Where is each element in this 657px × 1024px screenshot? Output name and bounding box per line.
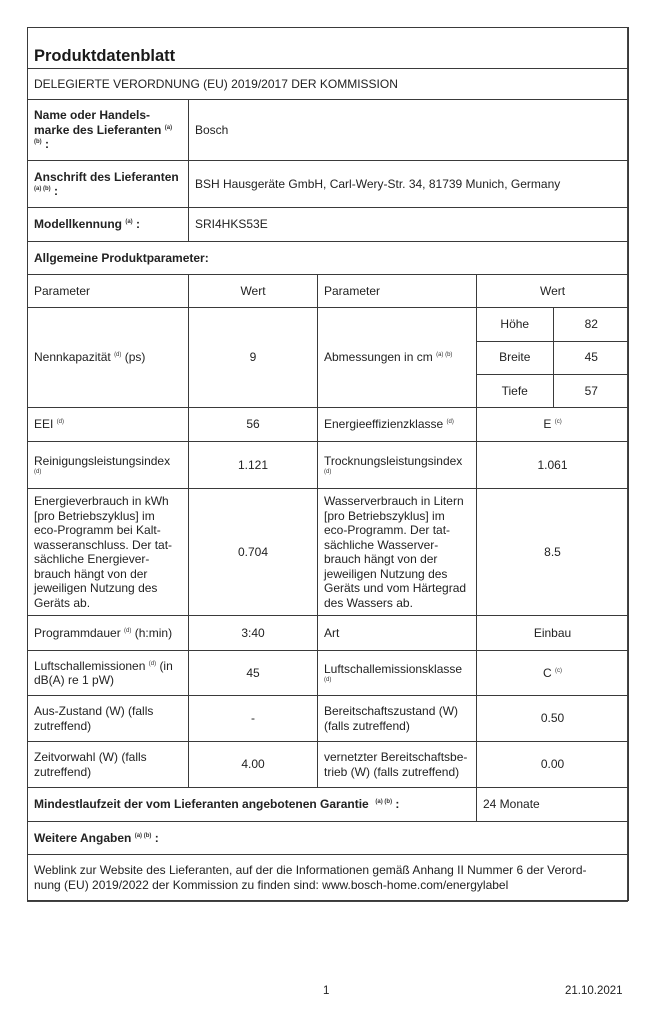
warranty-row [28, 788, 629, 822]
footnote-c: (c) [554, 419, 562, 426]
footnote-c: (c) [555, 667, 563, 674]
colon: : [45, 137, 50, 152]
value-off-mode: - [189, 696, 318, 742]
footnote-d: (d) [114, 352, 122, 359]
text-line: [pro Betriebszyklus] im [324, 508, 445, 523]
footnote-a: (a) [164, 124, 173, 131]
param-program-duration [28, 616, 189, 651]
warranty-label-text: Mindestlaufzeit der vom Lieferanten angebotenen Garantie [34, 797, 369, 812]
colon: : [154, 830, 159, 845]
footnote-d: (d) [124, 627, 132, 634]
product-data-sheet [27, 27, 628, 902]
param-unit: (in [159, 658, 173, 673]
param-standby-mode [318, 696, 477, 742]
table-header-row [28, 275, 629, 308]
value-water-consumption: 8.5 [477, 489, 629, 616]
param-label: Reinigungsleistungsindex [34, 453, 171, 468]
value-cleaning-index: 1.121 [189, 442, 318, 489]
value-eei: 56 [189, 408, 318, 442]
table-row [28, 651, 629, 696]
footnote-ab: (a) (b) [134, 832, 152, 839]
model-id-value: SRI4HKS53E [189, 208, 629, 242]
warranty-value: 24 Monate [477, 788, 629, 822]
param-label: Energieeffizienzklasse [324, 417, 444, 432]
footnote-b: (b) [34, 139, 42, 146]
data-sheet-table [27, 27, 629, 901]
additional-info-text [28, 855, 629, 901]
dimension-label: Höhe [477, 308, 553, 341]
text-line: (falls zutreffend) [324, 718, 410, 733]
param-eei [28, 408, 189, 442]
value-noise-class [477, 651, 629, 696]
dimensions-cell [477, 308, 629, 408]
dimensions-table [477, 308, 629, 407]
text-line: eco-Programm bei Kalt- [34, 523, 161, 537]
energy-class-letter: E [543, 417, 552, 432]
param-label: Luftschallemissionen [34, 658, 146, 673]
param-drying-index [318, 442, 477, 489]
noise-class-letter: C [543, 665, 552, 680]
text-line: vernetzter Bereitschaftsbe- [324, 750, 468, 764]
value-noise-emissions: 45 [189, 651, 318, 696]
param-energy-class [318, 408, 477, 442]
footnote-d: (d) [446, 419, 454, 426]
colon: : [136, 217, 141, 232]
table-row [28, 408, 629, 442]
text-line: brauch hängt von der [324, 552, 438, 566]
regulation-cell [28, 69, 629, 100]
table-row [28, 742, 629, 788]
param-dimensions [318, 308, 477, 408]
param-label: Abmessungen in cm [324, 350, 433, 365]
value-program-duration: 3:40 [189, 616, 318, 651]
text-line: trieb (W) (falls zutreffend) [324, 764, 460, 779]
header-value-1: Wert [189, 275, 318, 308]
param-label: Programmdauer [34, 625, 121, 640]
colon: : [395, 797, 400, 812]
table-row [28, 616, 629, 651]
text-line: Wasserverbrauch in Litern [324, 494, 464, 508]
header-parameter-2: Parameter [318, 275, 477, 308]
param-energy-consumption [28, 489, 189, 616]
document-date: 21.10.2021 [565, 985, 623, 997]
text-line: Weblink zur Website des Lieferanten, auf der die Informationen gemäß Anhang II Nummer 6 der Verord- [34, 863, 587, 877]
dimension-value: 82 [553, 308, 629, 341]
value-energy-consumption: 0.704 [189, 489, 318, 616]
param-water-consumption [318, 489, 477, 616]
param-unit: (h:min) [134, 625, 173, 640]
dimension-label: Tiefe [477, 374, 553, 407]
table-row [28, 696, 629, 742]
table-row [28, 308, 629, 408]
text-line: zutreffend) [34, 718, 92, 733]
warranty-label [28, 788, 477, 822]
text-line: des Wassers ab. [324, 595, 413, 610]
value-rated-capacity: 9 [189, 308, 318, 408]
footnote-d: (d) [324, 677, 332, 684]
supplier-name-label-line2: marke des Lieferanten [34, 122, 162, 137]
footnote-d: (d) [56, 419, 65, 426]
footnote-ab: (a) (b) [375, 799, 393, 806]
supplier-address-label [28, 161, 189, 208]
additional-info-label [28, 822, 629, 855]
text-line: eco-Programm. Der tat- [324, 523, 451, 537]
footnote-d: (d) [148, 660, 157, 667]
text-line: [pro Betriebszyklus] im [34, 508, 155, 523]
weblink-text: nung (EU) 2019/2022 der Kommission zu finden sind: www.bosch-home.com/energylabel [34, 877, 509, 892]
param-label: Luftschallemissionsklasse [324, 661, 463, 676]
text-line: Aus-Zustand (W) (falls [34, 704, 154, 718]
text-line: zutreffend) [34, 764, 92, 779]
text-line: Zeitvorwahl (W) (falls [34, 750, 147, 764]
title-cell [28, 28, 629, 69]
text-line: Geräts und vom Härtegrad [324, 581, 467, 595]
text-line: Geräts ab. [34, 595, 91, 610]
footnote-a: (a) [125, 219, 133, 226]
header-parameter-1: Parameter [28, 275, 189, 308]
model-id-label [28, 208, 189, 242]
dimension-value: 57 [553, 374, 629, 407]
supplier-address-label-text: Anschrift des Lieferanten [34, 169, 179, 184]
additional-info-label-text: Weitere Angaben [34, 830, 132, 845]
supplier-name-value: Bosch [189, 100, 629, 161]
section-general-params: Allgemeine Produktparameter: [28, 242, 629, 275]
value-type: Einbau [477, 616, 629, 651]
text-line: Energieverbrauch in kWh [34, 494, 169, 508]
param-type: Art [318, 616, 477, 651]
footnote-ab: (a) (b) [34, 186, 51, 192]
text-line: Bereitschaftszustand (W) [324, 704, 459, 718]
supplier-address-value: BSH Hausgeräte GmbH, Carl-Wery-Str. 34, 81739 Munich, Germany [189, 161, 629, 208]
dimension-label: Breite [477, 341, 553, 374]
value-standby-mode: 0.50 [477, 696, 629, 742]
param-cleaning-index [28, 442, 189, 489]
text-line: brauch hängt von der [34, 566, 148, 581]
param-rated-capacity [28, 308, 189, 408]
param-label: Nennkapazität [34, 350, 111, 365]
model-id-label-text: Modellkennung [34, 217, 122, 232]
page-number: 1 [323, 985, 330, 997]
footnote-ab: (a) (b) [436, 352, 453, 359]
text-line: sächliche Energiever- [34, 552, 150, 566]
param-unit: (ps) [124, 350, 146, 365]
footnote-d: (d) [34, 469, 42, 476]
regulation-text: DELEGIERTE VERORDNUNG (EU) 2019/2017 DER KOMMISSION [34, 76, 398, 91]
value-drying-index: 1.061 [477, 442, 629, 489]
text-line: wasseranschluss. Der tat- [34, 537, 173, 552]
value-networked-standby: 0.00 [477, 742, 629, 788]
table-row [28, 442, 629, 489]
param-off-mode [28, 696, 189, 742]
table-row [28, 489, 629, 616]
text-line: jeweiligen Nutzung des [34, 581, 158, 595]
text-line: jeweiligen Nutzung des [324, 566, 448, 581]
footnote-d: (d) [324, 469, 332, 476]
page-title: Produktdatenblatt [34, 46, 176, 65]
value-energy-class [477, 408, 629, 442]
header-value-2: Wert [477, 275, 629, 308]
dimension-row-height [477, 308, 629, 341]
param-label: EEI [34, 417, 54, 432]
supplier-name-label-line1: Name oder Handels- [34, 108, 151, 123]
value-delay-start: 4.00 [189, 742, 318, 788]
param-label: Trocknungsleistungsindex [324, 453, 463, 468]
param-delay-start [28, 742, 189, 788]
supplier-name-label [28, 100, 189, 161]
param-noise-class [318, 651, 477, 696]
dimension-row-width [477, 341, 629, 374]
param-unit-line2: dB(A) re 1 pW) [34, 673, 115, 687]
colon: : [54, 184, 59, 198]
dimension-row-depth [477, 374, 629, 407]
text-line: sächliche Wasserver- [324, 537, 439, 552]
dimension-value: 45 [553, 341, 629, 374]
param-noise-emissions [28, 651, 189, 696]
param-networked-standby [318, 742, 477, 788]
